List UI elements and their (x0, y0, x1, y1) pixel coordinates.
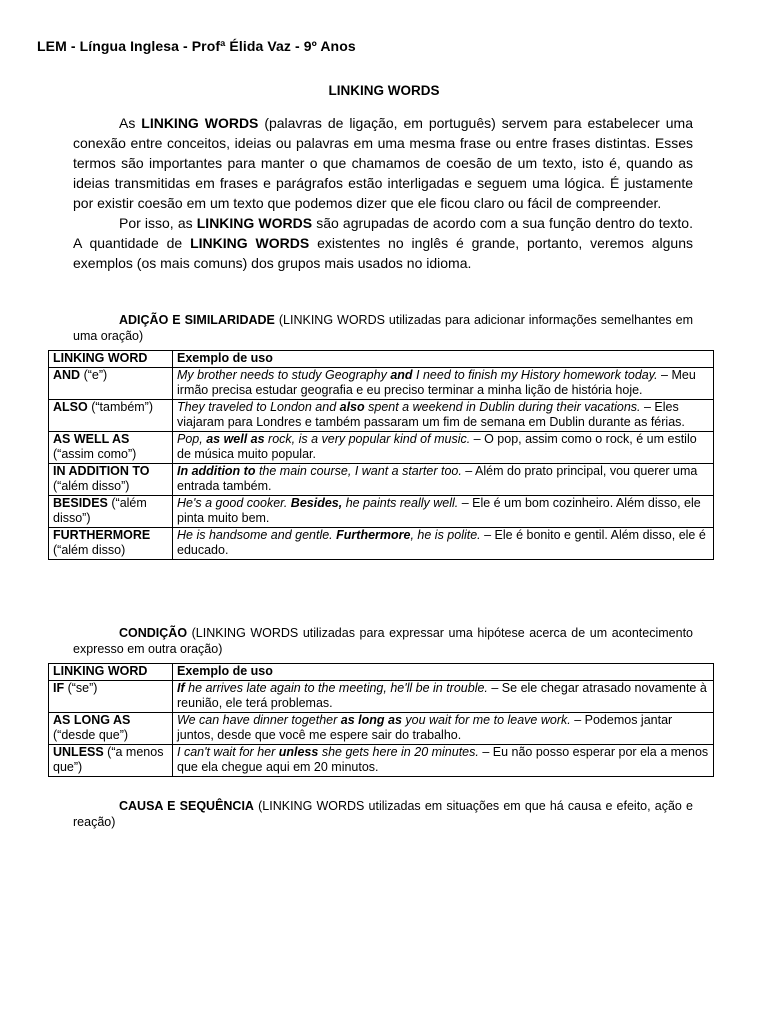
linking-word-cell (49, 527, 173, 559)
linking-word: ALSO (53, 399, 88, 414)
section-title: CONDIÇÃO (119, 626, 188, 640)
example-linking-word: Besides, (290, 495, 343, 510)
linking-word-cell (49, 680, 173, 712)
section-title: CAUSA E SEQUÊNCIA (119, 799, 254, 813)
section-description: (LINKING WORDS utilizadas para expressar uma hipótese acerca de um acontecimento expresso em outra oração) (73, 626, 693, 656)
example-linking-word: as long as (340, 712, 402, 727)
section-heading-adicao (73, 312, 693, 344)
paragraph-text: Por isso, as (119, 215, 197, 231)
example-english: the main course, I want a starter too. (255, 463, 462, 478)
linking-word: IF (53, 680, 65, 695)
example-cell (173, 680, 714, 712)
example-linking-word: also (339, 399, 365, 414)
emphasis-text: LINKING WORDS (190, 235, 310, 251)
example-cell (173, 744, 714, 776)
example-translation: – Além do prato principal, vou querer uma entrada também. (177, 463, 698, 493)
example-translation: – Eles viajaram para Londres e também passaram um fim de semana em Dublin durante as férias. (177, 399, 685, 429)
linking-words-table-adicao (48, 350, 714, 560)
linking-word-translation: (“se”) (64, 680, 98, 695)
linking-word-cell (49, 399, 173, 431)
table-row (49, 712, 714, 744)
linking-word: IN ADDITION TO (53, 463, 150, 478)
table-row (49, 680, 714, 712)
linking-word-cell (49, 367, 173, 399)
example-cell (173, 399, 714, 431)
example-english: He is handsome and gentle. (177, 527, 337, 542)
example-english: My brother needs to study Geography (177, 367, 391, 382)
example-translation: – Ele é um bom cozinheiro. Além disso, ele pinta muito bem. (177, 495, 701, 525)
linking-word-cell (49, 712, 173, 744)
section-heading-causa (73, 798, 693, 830)
example-english: , he is polite. (410, 527, 481, 542)
linking-word-translation: (“a menos que”) (53, 744, 164, 774)
example-cell (173, 495, 714, 527)
example-english: He's a good cooker. (177, 495, 291, 510)
paragraph-text: As (119, 115, 142, 131)
table-header-row (49, 664, 714, 681)
example-english: she gets here in 20 minutes. (318, 744, 479, 759)
table-header-row (49, 351, 714, 368)
example-english: he arrives late again to the meeting, he'll be in trouble. (184, 680, 488, 695)
section-title: ADIÇÃO E SIMILARIDADE (119, 313, 275, 327)
linking-word-translation: (“além disso) (53, 543, 126, 557)
example-translation: – Eu não posso esperar por ela a menos que ela chegue aqui em 20 minutos. (177, 744, 709, 774)
linking-word-translation: (“também”) (87, 399, 154, 414)
section-description: (LINKING WORDS utilizadas em situações em que há causa e efeito, ação e reação) (73, 799, 693, 829)
column-header-example: Exemplo de uso (173, 664, 714, 681)
document-header: LEM - Língua Inglesa - Profª Élida Vaz - 9º Anos (37, 38, 356, 54)
example-linking-word: Furthermore (336, 527, 411, 542)
linking-word: UNLESS (53, 744, 104, 759)
example-translation: – Se ele chegar atrasado novamente à reunião, ele terá problemas. (177, 680, 707, 710)
example-english: you wait for me to leave work. (401, 712, 571, 727)
example-english: spent a weekend in Dublin during their vacations. (364, 399, 641, 414)
linking-word-translation: (“e”) (80, 367, 108, 382)
example-english: he paints really well. (342, 495, 459, 510)
linking-word-cell (49, 495, 173, 527)
linking-word: AS LONG AS (53, 712, 131, 727)
example-translation: – Podemos jantar juntos, desde que você me espere sair do trabalho. (177, 712, 673, 742)
example-cell (173, 712, 714, 744)
example-linking-word: In addition to (177, 463, 256, 478)
paragraph-text: existentes no inglês é grande, portanto, veremos alguns exemplos (os mais comuns) dos grupos mais usados no idioma. (73, 235, 693, 271)
section-description: (LINKING WORDS utilizadas para adicionar informações semelhantes em uma oração) (73, 313, 693, 343)
column-header-example: Exemplo de uso (173, 351, 714, 368)
linking-word-translation: (“além disso”) (53, 479, 130, 493)
section-heading-condicao (73, 625, 693, 657)
linking-word-translation: (“além disso”) (53, 495, 147, 525)
page-title: LINKING WORDS (328, 83, 440, 98)
example-english: I need to finish my History homework today. (412, 367, 658, 382)
example-linking-word: as well as (206, 431, 265, 446)
example-linking-word: and (390, 367, 413, 382)
linking-word-translation: (“assim como”) (53, 447, 137, 461)
example-english: We can have dinner together (177, 712, 341, 727)
example-english: Pop, (177, 431, 207, 446)
emphasis-text: LINKING WORDS (196, 215, 313, 231)
example-translation: – O pop, assim como o rock, é um estilo de música muito popular. (177, 431, 697, 461)
table-row (49, 744, 714, 776)
linking-word: AS WELL AS (53, 431, 130, 446)
linking-word: AND (53, 367, 81, 382)
example-linking-word: If (177, 680, 185, 695)
linking-word-cell (49, 431, 173, 463)
table-row (49, 431, 714, 463)
table-row (49, 495, 714, 527)
table-row (49, 527, 714, 559)
linking-word-translation: (“desde que”) (53, 728, 129, 742)
column-header-linking-word: LINKING WORD (49, 351, 173, 368)
example-cell (173, 431, 714, 463)
linking-word-cell (49, 463, 173, 495)
column-header-linking-word: LINKING WORD (49, 664, 173, 681)
emphasis-text: LINKING WORDS (141, 115, 259, 131)
example-cell (173, 463, 714, 495)
intro-paragraph-2 (73, 213, 693, 273)
example-english: They traveled to London and (177, 399, 340, 414)
paragraph-text: são agrupadas de acordo com a sua função dentro do texto. A quantidade de (73, 215, 693, 251)
example-cell (173, 367, 714, 399)
table-row (49, 399, 714, 431)
paragraph-text: (palavras de ligação, em português) servem para estabelecer uma conexão entre conceitos, ideias ou palavras em uma mesma frase ou entre frases distintas. Esses termos são importantes para manter o que chamamos de coesão de um texto, isto é, quando as ideias transmitidas em frases e parágrafos estão interligadas e seguem uma lógica. É justamente por existir coesão em um texto que podemos dizer que ele ficou claro ou fácil de compreender. (73, 115, 693, 211)
table-row (49, 367, 714, 399)
table-row (49, 463, 714, 495)
linking-word: FURTHERMORE (53, 527, 151, 542)
intro-paragraph-1 (73, 113, 693, 213)
linking-word: BESIDES (53, 495, 108, 510)
example-cell (173, 527, 714, 559)
example-translation: – Meu irmão precisa estudar geografia e eu preciso terminar a minha lição de história hoje. (177, 367, 696, 397)
example-linking-word: unless (278, 744, 319, 759)
example-english: rock, is a very popular kind of music. (264, 431, 471, 446)
example-english: I can't wait for her (177, 744, 279, 759)
linking-word-cell (49, 744, 173, 776)
example-translation: – Ele é bonito e gentil. Além disso, ele é educado. (177, 527, 706, 557)
linking-words-table-condicao (48, 663, 714, 777)
intro-text (73, 113, 693, 273)
